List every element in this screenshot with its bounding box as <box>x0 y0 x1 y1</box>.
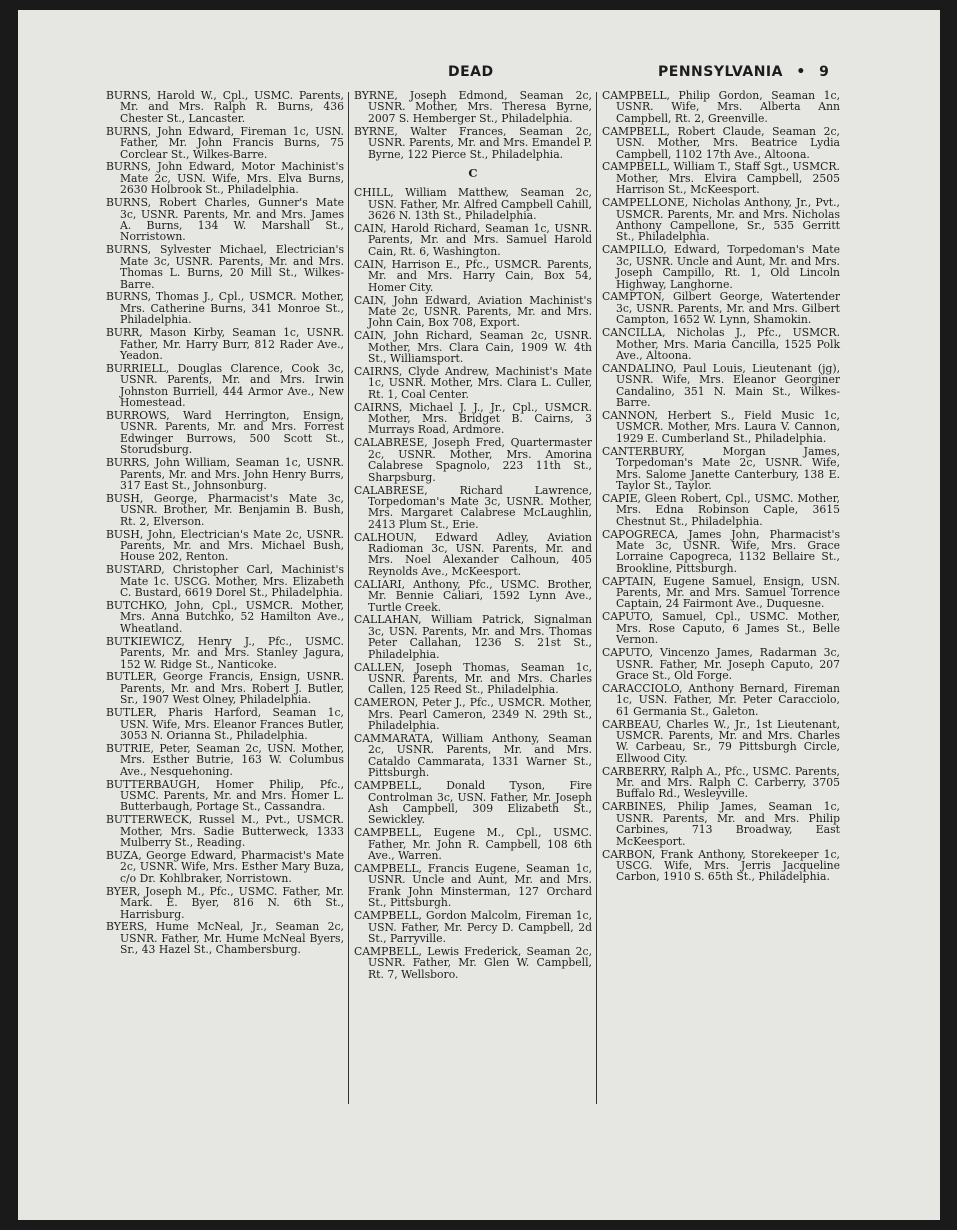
list-item: CAMPILLO, Edward, Torpedoman's Mate 3c, USNR. Uncle and Aunt, Mr. and Mrs. Joseph Campillo, Rt. 1, Old Lincoln Highway, Langhorne. <box>602 243 840 291</box>
page-header <box>18 64 940 86</box>
list-item: CAIN, John Richard, Seaman 2c, USNR. Mother, Mrs. Clara Cain, 1909 W. 4th St., Williamsport. <box>354 329 592 366</box>
list-item: CAMERON, Peter J., Pfc., USMCR. Mother, Mrs. Pearl Cameron, 2349 N. 29th St., Philadelphia. <box>354 696 592 733</box>
list-item: CARBON, Frank Anthony, Storekeeper 1c, USCG. Wife, Mrs. Jerris Jacqueline Carbon, 1910 S. 65th St., Philadelphia. <box>602 847 840 884</box>
list-item: BURNS, Robert Charles, Gunner's Mate 3c, USNR. Parents, Mr. and Mrs. James A. Burns, 134 W. Marshall St., Norristown. <box>106 196 344 244</box>
header-separator: • <box>796 64 806 80</box>
list-item: CAIRNS, Michael J. J., Jr., Cpl., USMCR. Mother, Mrs. Bridget B. Cairns, 3 Murrays Road, Ardmore. <box>354 400 592 437</box>
list-item: CHILL, William Matthew, Seaman 2c, USN. Father, Mr. Alfred Campbell Cahill, 3626 N. 13th St., Philadelphia. <box>354 186 592 223</box>
header-title: DEAD <box>448 64 494 80</box>
list-item: BUSTARD, Christopher Carl, Machinist's Mate 1c. USCG. Mother, Mrs. Elizabeth C. Bustard, 6619 Dorel St., Philadelphia. <box>106 563 344 600</box>
list-item: BUSH, John, Electrician's Mate 2c, USNR. Parents, Mr. and Mrs. Michael Bush, House 202, Renton. <box>106 527 344 564</box>
list-item: CAMPBELL, Robert Claude, Seaman 2c, USN. Mother, Mrs. Beatrice Lydia Campbell, 1102 17th Ave., Altoona. <box>602 124 840 161</box>
list-item: BURNS, Harold W., Cpl., USMC. Parents, Mr. and Mrs. Ralph R. Burns, 436 Chester St., Lancaster. <box>106 89 344 125</box>
column-2 <box>354 90 592 982</box>
list-item: CAMPBELL, William T., Staff Sgt., USMCR. Mother, Mrs. Elvira Campbell, 2505 Harrison St., McKeesport. <box>602 160 840 197</box>
list-item: BURR, Mason Kirby, Seaman 1c, USNR. Father, Mr. Harry Burr, 812 Rader Ave., Yeadon. <box>106 326 344 362</box>
list-item: CALABRESE, Joseph Fred, Quartermaster 2c, USNR. Mother, Mrs. Amorina Calabrese Spagnolo, 223 11th St., Sharpsburg. <box>354 436 592 484</box>
list-item: CAMPTON, Gilbert George, Watertender 3c, USNR. Parents, Mr. and Mrs. Gilbert Campton, 1652 W. Lynn, Shamokin. <box>602 290 840 327</box>
list-item: BUZA, George Edward, Pharmacist's Mate 2c, USNR. Wife, Mrs. Esther Mary Buza, c/o Dr. Kohlbraker, Norristown. <box>106 849 344 885</box>
list-item: BURNS, Sylvester Michael, Electrician's Mate 3c, USNR. Parents, Mr. and Mrs. Thomas L. Burns, 20 Mill St., Wilkes-Barre. <box>106 243 344 291</box>
list-item: CAMMARATA, William Anthony, Seaman 2c, USNR. Parents, Mr. and Mrs. Cataldo Cammarata, 1331 Warner St., Pittsburgh. <box>354 732 592 780</box>
list-item: BYRNE, Joseph Edmond, Seaman 2c, USNR. Mother, Mrs. Theresa Byrne, 2007 S. Hemberger St., Philadelphia. <box>354 89 592 125</box>
list-item: CALHOUN, Edward Adley, Aviation Radioman 3c, USN. Parents, Mr. and Mrs. Noel Alexander Calhoun, 405 Reynolds Ave., McKeesport. <box>354 530 592 578</box>
list-item: BURNS, Thomas J., Cpl., USMCR. Mother, Mrs. Catherine Burns, 341 Monroe St., Philadelphia. <box>106 290 344 327</box>
list-item: CANNON, Herbert S., Field Music 1c, USMCR. Mother, Mrs. Laura V. Cannon, 1929 E. Cumberland St., Philadelphia. <box>602 408 840 445</box>
list-item: CAPTAIN, Eugene Samuel, Ensign, USN. Parents, Mr. and Mrs. Samuel Torrence Captain, 24 Fairmont Ave., Duquesne. <box>602 574 840 611</box>
list-item: CAPUTO, Vincenzo James, Radarman 3c, USNR. Father, Mr. Joseph Caputo, 207 Grace St., Old Forge. <box>602 646 840 682</box>
list-item: CANTERBURY, Morgan James, Torpedoman's Mate 2c, USNR. Wife, Mrs. Salome Janette Canterbury, 138 E. Taylor St., Taylor. <box>602 444 840 492</box>
list-item: CAMPBELL, Philip Gordon, Seaman 1c, USNR. Wife, Mrs. Alberta Ann Campbell, Rt. 2, Greenville. <box>602 89 840 125</box>
list-item: CAIN, Harold Richard, Seaman 1c, USNR. Parents, Mr. and Mrs. Samuel Harold Cain, Rt. 6, Washington. <box>354 222 592 258</box>
section-letter: C <box>468 165 478 180</box>
list-item: CALIARI, Anthony, Pfc., USMC. Brother, Mr. Bennie Caliari, 1592 Lynn Ave., Turtle Creek. <box>354 577 592 614</box>
list-item: BUTRIE, Peter, Seaman 2c, USN. Mother, Mrs. Esther Butrie, 163 W. Columbus Ave., Nesquehoning. <box>106 741 344 778</box>
list-item: BUTLER, George Francis, Ensign, USNR. Parents, Mr. and Mrs. Robert J. Butler, Sr., 1907 West Olney, Philadelphia. <box>106 670 344 707</box>
column-3 <box>602 90 840 884</box>
list-item: CANCILLA, Nicholas J., Pfc., USMCR. Mother, Mrs. Maria Cancilla, 1525 Polk Ave., Altoona. <box>602 326 840 362</box>
column-divider <box>348 92 349 1104</box>
list-item: CAMPELLONE, Nicholas Anthony, Jr., Pvt., USMCR. Parents, Mr. and Mrs. Nicholas Anthony Campellone, Sr., 535 Gerritt St., Philadelphia. <box>602 196 840 244</box>
list-item: CAIRNS, Clyde Andrew, Machinist's Mate 1c, USNR. Mother, Mrs. Clara L. Culler, Rt. 1, Coal Center. <box>354 364 592 401</box>
list-item: BUTTERWECK, Russel M., Pvt., USMCR. Mother, Mrs. Sadie Butterweck, 1333 Mulberry St., Reading. <box>106 813 344 850</box>
page-number: 9 <box>819 64 830 80</box>
list-item: CAPUTO, Samuel, Cpl., USMC. Mother, Mrs. Rose Caputo, 6 James St., Belle Vernon. <box>602 610 840 647</box>
list-item: BURRS, John William, Seaman 1c, USNR. Parents, Mr. and Mrs. John Henry Burrs, 317 East St., Johnsonburg. <box>106 456 344 492</box>
list-item: BYRNE, Walter Frances, Seaman 2c, USNR. Parents, Mr. and Mrs. Emandel P. Byrne, 122 Pierce St., Philadelphia. <box>354 124 592 161</box>
column-divider <box>596 92 597 1104</box>
list-item: BUTCHKO, John, Cpl., USMCR. Mother, Mrs. Anna Butchko, 52 Hamilton Ave., Wheatland. <box>106 598 344 635</box>
list-item: CALABRESE, Richard Lawrence, Torpedoman's Mate 3c, USNR. Mother, Mrs. Margaret Calabrese McLaughlin, 2413 Plum St., Erie. <box>354 483 592 531</box>
list-item: BYERS, Hume McNeal, Jr., Seaman 2c, USNR. Father, Mr. Hume McNeal Byers, Sr., 43 Hazel St., Chambersburg. <box>106 920 344 957</box>
list-item: CAMPBELL, Lewis Frederick, Seaman 2c, USNR. Father, Mr. Glen W. Campbell, Rt. 7, Wellsboro. <box>354 944 592 981</box>
list-item: CAIN, Harrison E., Pfc., USMCR. Parents, Mr. and Mrs. Harry Cain, Box 54, Homer City. <box>354 257 592 294</box>
list-item: CAMPBELL, Gordon Malcolm, Fireman 1c, USN. Father, Mr. Percy D. Campbell, 2d St., Parryville. <box>354 909 592 945</box>
list-item: BURNS, John Edward, Motor Machinist's Mate 2c, USN. Wife, Mrs. Elva Burns, 2630 Holbrook St., Philadelphia. <box>106 160 344 197</box>
list-item: CARBINES, Philip James, Seaman 1c, USNR. Parents, Mr. and Mrs. Philip Carbines, 713 Broadway, East McKeesport. <box>602 800 840 848</box>
list-item: CALLAHAN, William Patrick, Signalman 3c, USN. Parents, Mr. and Mrs. Thomas Peter Callahan, 1236 S. 21st St., Philadelphia. <box>354 613 592 661</box>
list-item: BURROWS, Ward Herrington, Ensign, USNR. Parents, Mr. and Mrs. Forrest Edwinger Burrows, 500 Scott St., Storudsburg. <box>106 408 344 457</box>
column-1 <box>106 90 344 957</box>
list-item: CAIN, John Edward, Aviation Machinist's Mate 2c, USNR. Parents, Mr. and Mrs. John Cain, Box 708, Export. <box>354 293 592 330</box>
list-item: CARACCIOLO, Anthony Bernard, Fireman 1c, USN. Father, Mr. Peter Caracciolo, 61 Germania St., Galeton. <box>602 681 840 718</box>
list-item: CANDALINO, Paul Louis, Lieutenant (jg), USNR. Wife, Mrs. Eleanor Georginer Candalino, 351 N. Main St., Wilkes-Barre. <box>602 361 840 410</box>
list-item: CARBERRY, Ralph A., Pfc., USMC. Parents, Mr. and Mrs. Ralph C. Carberry, 3705 Buffalo Rd., Wesleyville. <box>602 764 840 801</box>
list-item: CAPOGRECA, James John, Pharmacist's Mate 3c, USNR. Wife, Mrs. Grace Lorraine Capogreca, 1132 Bellaire St., Brookline, Pittsburgh. <box>602 527 840 575</box>
list-item: BURNS, John Edward, Fireman 1c, USN. Father, Mr. John Francis Burns, 75 Corclear St., Wilkes-Barre. <box>106 124 344 161</box>
list-item: BYER, Joseph M., Pfc., USMC. Father, Mr. Mark. E. Byer, 816 N. 6th St., Harrisburg. <box>106 884 344 921</box>
document-page <box>18 10 940 1220</box>
list-item: BUTTERBAUGH, Homer Philip, Pfc., USMC. Parents, Mr. and Mrs. Homer L. Butterbaugh, Portage St., Cassandra. <box>106 777 344 814</box>
list-item: CAMPBELL, Francis Eugene, Seaman 1c, USNR. Uncle and Aunt, Mr. and Mrs. Frank John Minsterman, 127 Orchard St., Pittsburgh. <box>354 862 592 910</box>
list-item: CAMPBELL, Donald Tyson, Fire Controlman 3c, USN. Father, Mr. Joseph Ash Campbell, 309 Elizabeth St., Sewickley. <box>354 779 592 827</box>
list-item: CARBEAU, Charles W., Jr., 1st Lieutenant, USMCR. Parents, Mr. and Mrs. Charles W. Carbeau, Sr., 79 Pittsburgh Circle, Ellwood City. <box>602 717 840 765</box>
list-item: BUTLER, Pharis Harford, Seaman 1c, USN. Wife, Mrs. Eleanor Frances Butler, 3053 N. Orianna St., Philadelphia. <box>106 706 344 742</box>
header-state-page <box>658 64 829 80</box>
list-item: BURRIELL, Douglas Clarence, Cook 3c, USNR. Parents, Mr. and Mrs. Irwin Johnston Burriell, 444 Armor Ave., New Homestead. <box>106 361 344 410</box>
list-item: BUSH, George, Pharmacist's Mate 3c, USNR. Brother, Mr. Benjamin B. Bush, Rt. 2, Elverson. <box>106 491 344 528</box>
list-item: CALLEN, Joseph Thomas, Seaman 1c, USNR. Parents, Mr. and Mrs. Charles Callen, 125 Reed St., Philadelphia. <box>354 660 592 697</box>
list-item: CAMPBELL, Eugene M., Cpl., USMC. Father, Mr. John R. Campbell, 108 6th Ave., Warren. <box>354 826 592 863</box>
header-state: PENNSYLVANIA <box>658 64 783 80</box>
list-item: CAPIE, Gleen Robert, Cpl., USMC. Mother, Mrs. Edna Robinson Caple, 3615 Chestnut St., Philadelphia. <box>602 491 840 528</box>
list-item: BUTKIEWICZ, Henry J., Pfc., USMC. Parents, Mr. and Mrs. Stanley Jagura, 152 W. Ridge St., Nanticoke. <box>106 634 344 671</box>
